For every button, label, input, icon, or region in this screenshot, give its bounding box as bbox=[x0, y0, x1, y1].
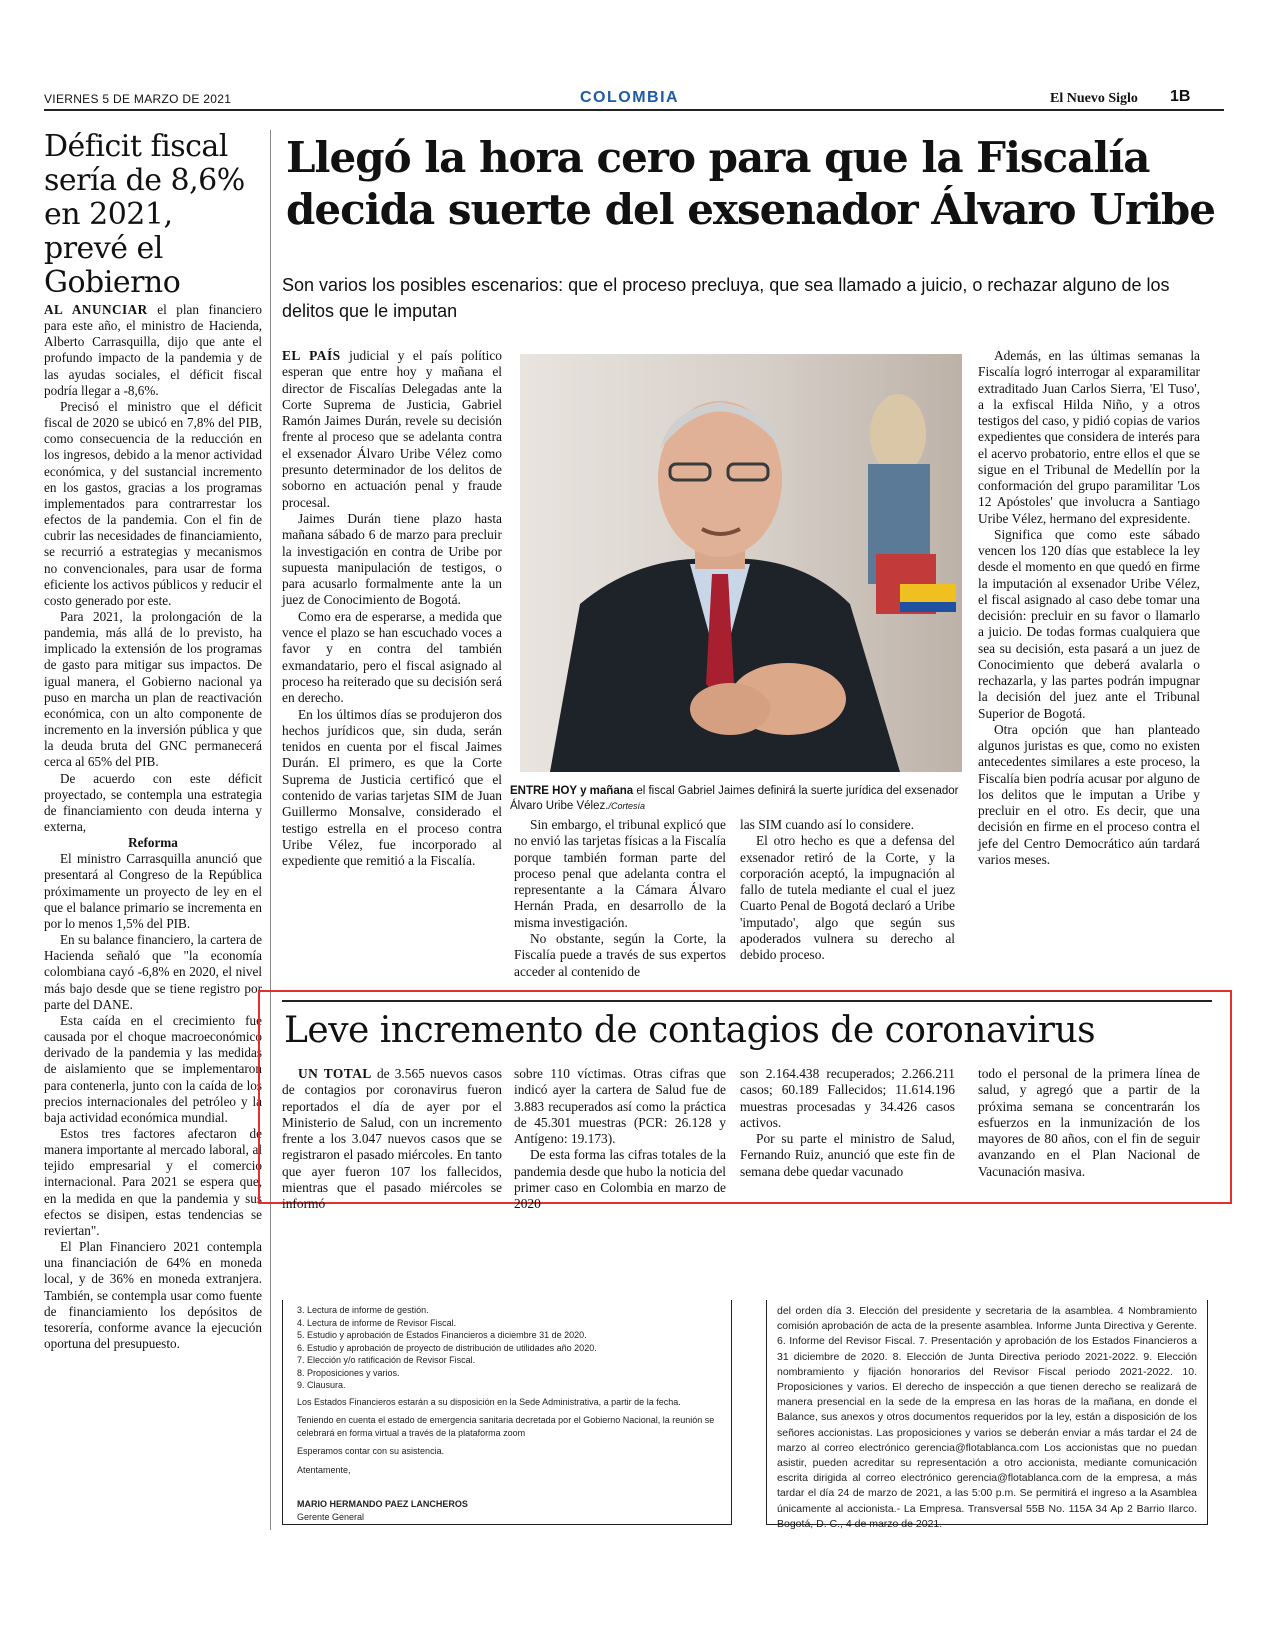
main-article-deck: Son varios los posibles escenarios: que el proceso precluya, que sea llamado a juicio, o rechazar alguno de los delitos que le imputan bbox=[282, 275, 1170, 321]
ad-left-item: 7. Elección y/o ratificación de Revisor Fiscal. bbox=[297, 1355, 476, 1365]
box-article-c4: todo el personal de la primera línea de salud, y agregó que a partir de la próxima semana se concentrarán los esfuerzos en la inmunización de los mayores de 80 años, con el fin de seguir avanzando en el Plan Nacional de Vacunación masiva. bbox=[978, 1066, 1200, 1179]
main-article-c4p2: Significa que como este sábado vencen los 120 días que establece la ley desde el momento en que quedó en firme la imputación al exsenador Uribe Vélez, el fiscal asignado al caso debe tomar una decisión: precluir en su favor o llamarlo a juicio. De todas formas cualquiera que sea su decisión, esta pasará a un juez de Conocimiento que deberá avalarla o rechazarla, y las partes podrán impugnar la decisión del juez ante el Tribunal Superior de Bogotá. bbox=[978, 526, 1200, 721]
ad-left-p2: Teniendo en cuenta el estado de emergencia sanitaria decretada por el Gobierno Nacional, la reunión se celebrará en forma virtual a través de la plataforma zoom bbox=[297, 1415, 715, 1438]
main-article-c2p1: Sin embargo, el tribunal explicó que no envió las tarjetas físicas a la Fiscalía porque también forman parte del proceso penal que adelanta contra el representante a la Cámara Álvaro Hernán Prada, en desarrollo de la misma investigación. bbox=[514, 817, 726, 930]
ad-left-item: 5. Estudio y aprobación de Estados Financieros a diciembre 31 de 2020. bbox=[297, 1330, 587, 1340]
main-article-c3p1: las SIM cuando así lo considere. bbox=[740, 817, 915, 832]
ad-left-item: 9. Clausura. bbox=[297, 1380, 346, 1390]
ad-left-body bbox=[283, 1300, 731, 1523]
main-article-col3 bbox=[740, 817, 955, 964]
ad-left-item: 6. Estudio y aprobación de proyecto de distribución de utilidades año 2020. bbox=[297, 1342, 597, 1353]
masthead: El Nuevo Siglo bbox=[1050, 91, 1138, 106]
box-rule bbox=[282, 1000, 1212, 1002]
box-article-c3p1: son 2.164.438 recuperados; 2.266.211 casos; 60.189 Fallecidos; 11.614.196 muestras procesadas y 34.426 casos activos. bbox=[740, 1066, 955, 1130]
side-article-p2: Precisó el ministro que el déficit fiscal de 2020 se ubicó en 7,8% del PIB, como consecuencia de la reducción en los ingresos, debido a la menor actividad económica, y del sustancial incremento en los gastos, gracias a los programas implementados para contrarrestar los efectos de la pandemia. Con el fin de cubrir las necesidades de financiamiento, se recurrió a estrategias y mecanismos no convencionales, para usar de forma eficiente los activos públicos y reducir el costo generado por este. bbox=[44, 398, 262, 608]
side-article-p9: El Plan Financiero 2021 contempla una financiación de 64% en moneda local, y de 36% en moneda extranjera. También, se contempla usar como fuente de financiamiento los depósitos de tesorería, conforme avance la ejecución oportuna del presupuesto. bbox=[44, 1239, 262, 1351]
box-article-c2p2: De esta forma las cifras totales de la pandemia desde que hubo la noticia del primer caso en Colombia en marzo de 2020 bbox=[514, 1147, 726, 1212]
main-article-c4p3: Otra opción que han planteado algunos juristas es que, como no existen antecedentes similares a este proceso, la Fiscalía bien podría acusar por alguno de los delitos que le imputan a Uribe y precluir en el otro. Es decir, que una decisión en firme en el proceso contra el jefe del Centro Democrático aún tardará varios meses. bbox=[978, 721, 1200, 867]
main-article-c4p1: Además, en las últimas semanas la Fiscalía logró interrogar al exparamilitar extraditado Juan Carlos Sierra, 'El Tuso', a la exfiscal Hilda Niño, y a otros testigos del caso, y pidió copias de varios expedientes que considera de interés para el acervo probatorio, entre ellos el que se sigue en el Tribunal de Medellín por la conformación del grupo paramilitar 'Los 12 Apóstoles' que involucra a Santiago Uribe Vélez, hermano del expresidente. bbox=[978, 348, 1200, 526]
main-article-c2p2: No obstante, según la Corte, la Fiscalía puede a través de sus expertos acceder al contenido de bbox=[514, 931, 726, 979]
box-article-col4 bbox=[978, 1066, 1200, 1180]
ad-left-signer: MARIO HERMANDO PAEZ LANCHEROS bbox=[297, 1499, 468, 1509]
side-article-p8: Estos tres factores afectaron de manera importante al mercado laboral, al tejido empresarial y el comercio internacional. Para 2021 se espera que, en la medida en que la pandemia y sus efectos se disipen, estas tendencias se reviertan". bbox=[44, 1125, 262, 1238]
article-photo bbox=[520, 354, 962, 772]
side-article-lead: AL ANUNCIAR bbox=[44, 302, 148, 317]
main-article-c1p2: Jaimes Durán tiene plazo hasta mañana sábado 6 de marzo para precluir la investigación en contra de Uribe por supuesta manipulación de testigos, o para acusarlo formalmente ante la un juez de Conocimiento de Bogotá. bbox=[282, 510, 502, 608]
caption-text: el fiscal Gabriel Jaimes definirá la suerte jurídica del exsenador Álvaro Uribe Vélez. bbox=[510, 785, 959, 812]
ad-left-p1: Los Estados Financieros estarán a su disposición en la Sede Administrativa, a partir de la fecha. bbox=[297, 1396, 681, 1407]
issue-date: VIERNES 5 DE MARZO DE 2021 bbox=[44, 92, 232, 106]
box-article-title: Leve incremento de contagios de coronavirus bbox=[284, 1010, 1096, 1051]
box-article-c3p2: Por su parte el ministro de Salud, Fernando Ruiz, anunció que este fin de semana debe quedar vacunado bbox=[740, 1131, 955, 1179]
photo-caption bbox=[510, 784, 962, 814]
side-article-p4: De acuerdo con este déficit proyectado, se contempla una estrategia de financiamiento con deuda interna y externa, bbox=[44, 770, 262, 834]
side-article-subhead: Reforma bbox=[128, 835, 178, 851]
ad-left-p3: Esperamos contar con su asistencia. bbox=[297, 1446, 445, 1456]
header-rule bbox=[44, 109, 1224, 111]
main-article-col4 bbox=[978, 348, 1200, 868]
ad-right-body: del orden día 3. Elección del presidente y secretaria de la asamblea. 4 Nombramiento comisión aprobación de acta de la presente asamblea. Informe Junta Directiva y Gerente. 6. Informe del Revisor Fiscal. 7. Presentación y aprobación de los Estados Financieros a 31 diciembre de 2020. 8. Elección de Junta Directiva periodo 2021-2022. 9. Elección nombramiento y fijación honorarios del Revisor Fiscal periodo 2021-2022. 10. Proposiciones y varios. El derecho de inspección a que tienen derecho se realizará de manera presencial en la sede de la empresa en las horas de la mañana, en donde el Balance, sus anexos y otros documentos requeridos por la ley, están a disposición de los señores accionistas. Las proposiciones y varios se deberán enviar a más tardar el 24 de marzo al correo electrónico gerencia@flotablanca.com Los accionistas que no puedan asistir, pueden acreditar su representación a otro accionista, mediante comunicación escrita dirigida al correo electrónico gerencia@flotablanca.com de la empresa, a más tardar el día 24 de marzo de 2021, a las 5:00 p.m. Se permitirá el ingreso a la Asamblea únicamente al accionista.- La Empresa. Transversal 55B No. 115A 34 Ap 2 Barrio Ilarco. Bogotá, D. C., 4 de marzo de 2021. bbox=[777, 1305, 1197, 1530]
box-article-c2p1: sobre 110 víctimas. Otras cifras que indicó ayer la cartera de Salud fue de 3.883 recuperados así como la práctica de 45.301 muestras (PCR: 26.128 y Antígeno: 19.173). bbox=[514, 1066, 726, 1147]
box-article-col2 bbox=[514, 1066, 726, 1213]
main-article-c3p2: El otro hecho es que a defensa del exsenador retiró de la Corte, y la corporación aceptó, la impugnación al fallo de tutela mediante el cual el juez Cuarto Penal de Bogotá declaró a Uribe 'imputado', algo que según sus apoderados vulnera su derecho al debido proceso. bbox=[740, 833, 955, 963]
box-article-col1 bbox=[282, 1066, 502, 1213]
caption-lead: ENTRE HOY y mañana bbox=[510, 785, 634, 797]
box-article-lead: UN TOTAL bbox=[298, 1066, 372, 1081]
side-article-p1: el plan financiero para este año, el ministro de Hacienda, Alberto Carrasquilla, dijo que ante el profundo impacto de la pandemia y de las ayudas sociales, el déficit fiscal podría llegar a -8,6%. bbox=[44, 302, 262, 398]
side-article-p6: En su balance financiero, la cartera de Hacienda señaló que "la economía colombiana cayó -6,8% en 2020, el nivel más bajo desde que se tiene registro por parte del DANE. bbox=[44, 932, 262, 1012]
main-article-c1p3: Como era de esperarse, a medida que vence el plazo se han escuchado voces a favor y en contra del también exmandatario, pero el fiscal asignado al proceso ha reiterado que su decisión será en derecho. bbox=[282, 608, 502, 706]
page-number: 1B bbox=[1170, 88, 1191, 105]
ad-left-role: Gerente General bbox=[297, 1511, 365, 1522]
main-article-col1 bbox=[282, 348, 502, 870]
box-article-c1: de 3.565 nuevos casos de contagios por coronavirus fueron reportados el día de ayer por el Ministerio de Salud, con un incremento frente a los 3.047 nuevos casos que se registraron el pasado miércoles. En tanto que ayer fueron 107 los fallecidos, mientras que el pasado miércoles se informó bbox=[282, 1066, 502, 1212]
ad-left-item: 3. Lectura de informe de gestión. bbox=[297, 1305, 429, 1315]
section-name: COLOMBIA bbox=[580, 89, 680, 106]
ad-left-p4: Atentamente, bbox=[297, 1464, 351, 1475]
main-article-col2 bbox=[514, 817, 726, 980]
side-article-title: Déficit fiscal sería de 8,6% en 2021, prevé el Gobierno bbox=[44, 129, 245, 300]
main-article-c1p1: judicial y el país político esperan que entre hoy y mañana el director de Fiscalías Delegadas ante la Corte Suprema de Justicia, Gabriel Ramón Jaimes Durán, revele su decisión frente al proceso que se adelanta contra el exsenador Álvaro Uribe Vélez como presunto determinador de los delitos de soborno en actuación penal y fraude procesal. bbox=[282, 348, 502, 510]
caption-credit: /Cortesía bbox=[608, 801, 645, 811]
side-article-p3: Para 2021, la prolongación de la pandemia, más allá de lo previsto, ha implicado la extensión de los programas de gasto para mitigar sus impactos. De igual manera, el Gobierno nacional ya puso en marcha un plan de reactivación económica, con un alto componente de incremento en la inversión pública y que la deuda bruta del GNC permanecerá cerca al 65% del PIB. bbox=[44, 608, 262, 770]
side-article-p5: El ministro Carrasquilla anunció que presentará al Congreso de la República próximamente un proyecto de ley en el que el balance primario se incrementa en por lo menos 1,5% del PIB. bbox=[44, 851, 262, 931]
main-article-title: Llegó la hora cero para que la Fiscalía decida suerte del exsenador Álvaro Uribe bbox=[286, 133, 1215, 234]
ad-left-item: 4. Lectura de informe de Revisor Fiscal. bbox=[297, 1317, 457, 1328]
box-article-col3 bbox=[740, 1066, 955, 1180]
ad-left-item: 8. Proposiciones y varios. bbox=[297, 1367, 400, 1378]
ad-right bbox=[766, 1300, 1208, 1530]
main-article-c1p4: En los últimos días se produjeron dos hechos jurídicos que, sin duda, serán tenidos en cuenta por el fiscal Jaimes Durán. El primero, es que la Corte Suprema de Justicia certificó que el contenido de varias tarjetas SIM de Juan Guillermo Monsalve, considerado el testigo estrella en el proceso contra Uribe Vélez, fue incorporado al expediente que remitió a la Fiscalía. bbox=[282, 706, 502, 869]
photo-illustration bbox=[520, 354, 962, 772]
ad-left bbox=[282, 1300, 732, 1525]
main-article-lead: EL PAÍS bbox=[282, 348, 341, 363]
side-article-p7: Esta caída en el crecimiento fue causada por el choque macroeconómico derivado de la pandemia y las medidas de aislamiento que se implementaron para contenerla, junto con la caída de los precios internacionales del petróleo y la baja actividad económica mundial. bbox=[44, 1012, 262, 1125]
side-article-body bbox=[44, 302, 262, 1352]
column-divider bbox=[270, 130, 271, 1530]
